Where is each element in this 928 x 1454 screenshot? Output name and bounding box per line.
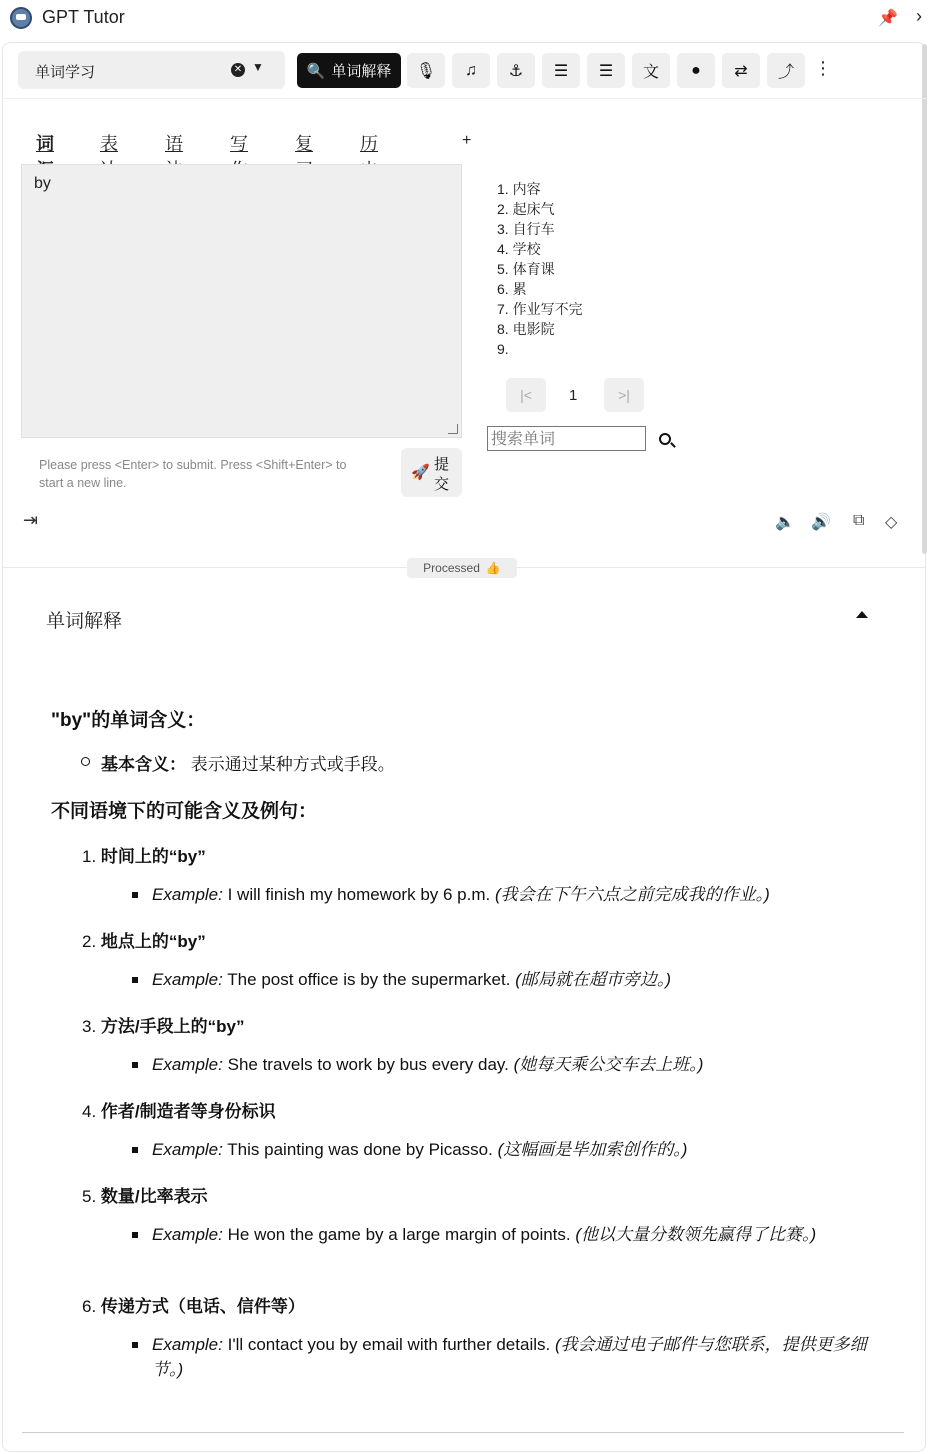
history-item[interactable]: 5. 体育课 [497, 261, 555, 277]
more-vertical-icon[interactable]: ⋮ [814, 58, 832, 78]
status-text: Processed [423, 561, 480, 575]
resize-handle[interactable] [448, 424, 458, 434]
context-heading: 不同语境下的可能含义及例句： [51, 801, 318, 822]
history-item[interactable]: 9. [497, 341, 509, 357]
context-title: 5. 数量/比率表示 [82, 1187, 208, 1206]
search-icon[interactable] [659, 433, 671, 445]
music-note-button[interactable] [452, 53, 490, 88]
music-note-icon: ♫ [465, 61, 477, 79]
pin-icon[interactable]: 📌 [878, 10, 898, 27]
context-title: 3. 方法/手段上的“by” [82, 1017, 245, 1036]
example-sentence: Example: The post office is by the supermarket. (邮局就在超市旁边。) [152, 967, 880, 992]
mode-select[interactable] [18, 51, 285, 89]
last-page-button[interactable] [604, 378, 644, 412]
chevron-right-icon[interactable]: › [916, 6, 922, 26]
palette-icon: ● [691, 61, 701, 79]
divider [22, 1432, 904, 1433]
history-item[interactable]: 1. 内容 [497, 181, 541, 197]
page-number: 1 [569, 387, 578, 404]
example-sentence: Example: This painting was done by Picasso. (这幅画是毕加索创作的。) [152, 1137, 880, 1162]
basic-meaning-text: 表示通过某种方式或手段。 [190, 755, 395, 774]
rocket-icon: 🚀 [411, 464, 430, 481]
merge-button[interactable] [767, 53, 805, 88]
anchor-button[interactable] [497, 53, 535, 88]
status-badge [407, 558, 517, 578]
tab-expression[interactable]: 表 [100, 134, 118, 154]
audio-settings-icon[interactable]: 🔊 [811, 514, 831, 531]
microphone-icon: 🎙 [415, 62, 437, 80]
section-title: 单词解释 [46, 611, 123, 632]
history-item[interactable]: 8. 电影院 [497, 321, 555, 337]
explain-button-label: 单词解释 [331, 63, 392, 80]
basic-meaning-label: 基本含义： [101, 755, 186, 774]
divider [2, 98, 926, 99]
copy-icon[interactable]: ⧉ [853, 512, 865, 529]
palette-button[interactable] [677, 53, 715, 88]
thumbs-up-icon: 👍 [485, 561, 501, 575]
context-title: 4. 作者/制造者等身份标识 [82, 1102, 276, 1121]
lines-button-2[interactable] [587, 53, 625, 88]
example-sentence: Example: I will finish my homework by 6 p.m. (我会在下午六点之前完成我的作业。) [152, 882, 880, 907]
submit-button[interactable] [401, 448, 462, 497]
translate-icon: 文 [642, 64, 659, 81]
logout-icon[interactable]: ⇥ [23, 510, 39, 530]
clear-icon[interactable]: ✕ [231, 63, 245, 77]
zoom-icon: 🔍 [306, 62, 326, 80]
history-list [497, 179, 583, 359]
title-bar [0, 0, 928, 36]
add-tab-button[interactable]: + [462, 132, 472, 149]
scrollbar[interactable] [922, 44, 927, 554]
eraser-icon[interactable]: ◇ [885, 514, 898, 531]
history-item[interactable]: 2. 起床气 [497, 201, 555, 217]
microphone-button[interactable] [407, 53, 445, 88]
search-input[interactable] [487, 426, 646, 451]
submit-label-2: 交 [434, 476, 450, 493]
last-page-icon: >| [618, 387, 630, 403]
history-item[interactable]: 6. 累 [497, 281, 527, 297]
history-item[interactable]: 7. 作业写不完 [497, 301, 583, 317]
merge-icon: ⤴ [777, 64, 794, 81]
tab-writing[interactable]: 写 [230, 134, 248, 154]
context-title: 1. 时间上的“by” [82, 847, 206, 866]
anchor-icon: ⚓ [508, 62, 524, 80]
translate-button[interactable] [632, 53, 670, 88]
app-logo-icon [10, 7, 32, 29]
lines-button-1[interactable] [542, 53, 580, 88]
meaning-heading: "by"的单词含义： [51, 710, 206, 731]
history-item[interactable]: 4. 学校 [497, 241, 541, 257]
tab-review[interactable]: 复 [295, 134, 313, 154]
first-page-icon: |< [520, 387, 532, 403]
swap-button[interactable] [722, 53, 760, 88]
tab-grammar[interactable]: 语 [165, 134, 183, 154]
text-input-area[interactable] [21, 164, 462, 438]
explain-button[interactable] [297, 53, 401, 88]
history-item[interactable]: 3. 自行车 [497, 221, 555, 237]
example-sentence: Example: I'll contact you by email with further details. (我会通过电子邮件与您联系，提供更多细节。) [152, 1332, 877, 1382]
mode-select-value: 单词学习 [35, 64, 96, 81]
tab-vocabulary[interactable]: 词 [36, 134, 54, 154]
basic-meaning [101, 750, 395, 775]
submit-label-1: 提 [434, 456, 450, 473]
collapse-icon[interactable] [856, 611, 868, 618]
context-title: 6. 传递方式（电话、信件等） [82, 1297, 305, 1316]
lines-icon: ☰ [553, 62, 569, 80]
lines-icon: ☰ [598, 62, 614, 80]
speaker-icon[interactable]: 🔈 [775, 514, 795, 531]
tab-history[interactable]: 历 [360, 134, 378, 154]
input-hint: Please press <Enter> to submit. Press <Shift+Enter> to start a new line. [39, 458, 347, 490]
editor-text: by [34, 175, 51, 192]
first-page-button[interactable] [506, 378, 546, 412]
chevron-down-icon[interactable]: ▼ [252, 60, 264, 74]
app-title: GPT Tutor [42, 7, 125, 27]
example-sentence: Example: She travels to work by bus every day. (她每天乘公交车去上班。) [152, 1052, 880, 1077]
example-sentence: Example: He won the game by a large margin of points. (他以大量分数领先赢得了比赛。) [152, 1222, 852, 1247]
swap-icon: ⇄ [734, 62, 748, 80]
context-title: 2. 地点上的“by” [82, 932, 206, 951]
